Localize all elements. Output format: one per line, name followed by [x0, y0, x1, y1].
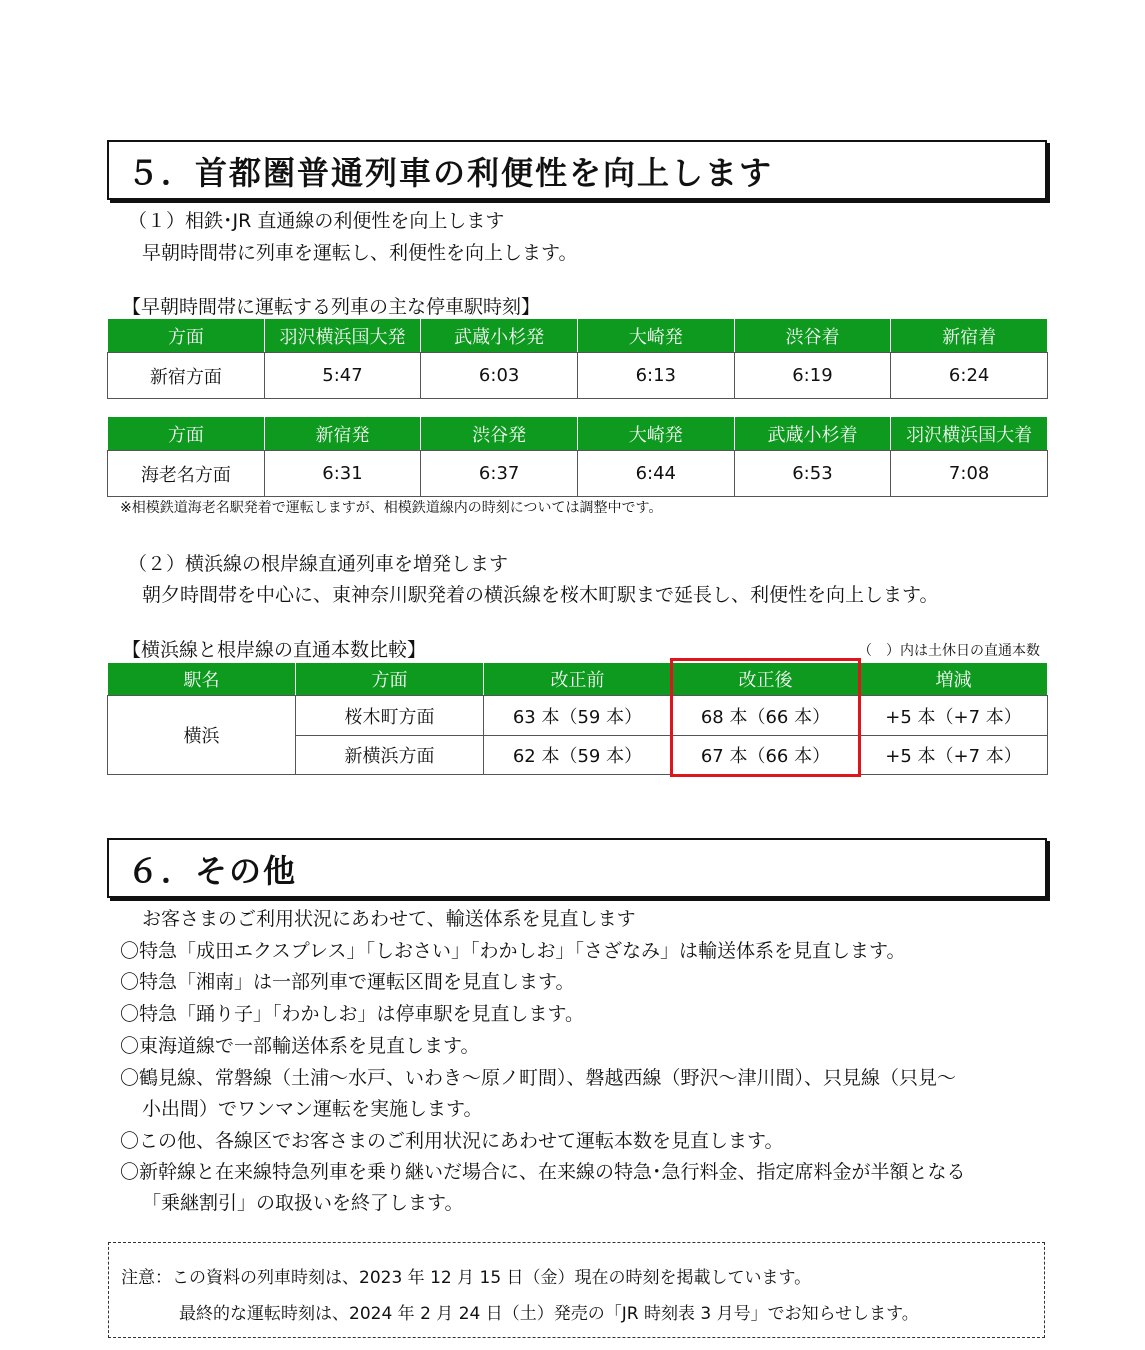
through-service-comparison-table — [107, 662, 1048, 775]
list-item: 〇この他、各線区でお客さまのご利用状況にあわせて運転本数を見直します。 — [120, 1130, 784, 1152]
highlight-box — [670, 658, 861, 777]
table-row — [108, 451, 1048, 497]
table-cell: 新宿方面 — [108, 353, 265, 399]
table-cell: 7:08 — [891, 451, 1048, 497]
header-cell: 改正前 — [484, 663, 672, 696]
sub1-heading: （１）相鉄･JR 直通線の利便性を向上します — [128, 210, 505, 232]
table-cell: 桜木町方面 — [296, 696, 484, 736]
table-cell: 新横浜方面 — [296, 736, 484, 775]
table-row — [108, 353, 1048, 399]
notice-line-1: 注意：この資料の列車時刻は、2023 年 12 月 15 日（金）現在の時刻を掲載しています。 — [121, 1268, 812, 1288]
header-cell: 方面 — [108, 319, 265, 353]
list-item-continuation: 小出間）でワンマン運転を実施します。 — [142, 1098, 483, 1120]
table1-caption: 【早朝時間帯に運転する列車の主な停車駅時刻】 — [122, 296, 541, 318]
header-cell: 羽沢横浜国大発 — [264, 319, 421, 353]
notice-box — [108, 1242, 1045, 1338]
header-cell: 駅名 — [108, 663, 296, 696]
section-6-intro: お客さまのご利用状況にあわせて、輸送体系を見直します — [142, 908, 636, 930]
table-cell: 6:44 — [577, 451, 734, 497]
table-cell: 62 本（59 本） — [484, 736, 672, 775]
header-cell: 新宿発 — [264, 417, 421, 451]
table-cell: 67 本（66 本） — [672, 736, 860, 775]
table-cell: 6:19 — [734, 353, 891, 399]
list-item: 〇特急「成田エクスプレス」「しおさい」「わかしお」「さざなみ」は輸送体系を見直します。 — [120, 940, 906, 962]
list-item: 〇東海道線で一部輸送体系を見直します。 — [120, 1035, 480, 1057]
header-cell: 新宿着 — [891, 319, 1048, 353]
table-cell: 68 本（66 本） — [672, 696, 860, 736]
section-5-heading-box — [107, 140, 1047, 200]
list-item: 〇特急「湘南」は一部列車で運転区間を見直します。 — [120, 971, 575, 993]
table-cell: +5 本（+7 本） — [860, 736, 1048, 775]
station-cell: 横浜 — [108, 696, 296, 775]
sub2-heading: （２）横浜線の根岸線直通列車を増発します — [128, 553, 509, 575]
list-item: 〇特急「踊り子」「わかしお」は停車駅を見直します。 — [120, 1003, 584, 1025]
header-cell: 大崎発 — [577, 417, 734, 451]
table-cell: 6:03 — [421, 353, 578, 399]
header-cell: 渋谷発 — [421, 417, 578, 451]
header-cell: 方面 — [296, 663, 484, 696]
header-cell: 増減 — [860, 663, 1048, 696]
sub1-body: 早朝時間帯に列車を運転し、利便性を向上します。 — [142, 242, 578, 264]
table-row — [108, 696, 1048, 736]
header-cell: 武蔵小杉発 — [421, 319, 578, 353]
sub2-body: 朝夕時間帯を中心に、東神奈川駅発着の横浜線を桜木町駅まで延長し、利便性を向上します。 — [142, 584, 939, 606]
header-cell: 羽沢横浜国大着 — [891, 417, 1048, 451]
table-cell: 6:31 — [264, 451, 421, 497]
table3-caption: 【横浜線と根岸線の直通本数比較】 — [122, 639, 427, 661]
early-morning-table-shinjuku — [107, 318, 1048, 399]
notice-line-2: 最終的な運転時刻は、2024 年 2 月 24 日（土）発売の「JR 時刻表 3 月号」でお知らせします。 — [179, 1304, 919, 1324]
table-footnote: ※相模鉄道海老名駅発着で運転しますが、相模鉄道線内の時刻については調整中です。 — [120, 500, 663, 516]
header-cell: 渋谷着 — [734, 319, 891, 353]
header-cell: 武蔵小杉着 — [734, 417, 891, 451]
early-morning-table-ebina — [107, 416, 1048, 497]
list-item: 〇新幹線と在来線特急列車を乗り継いだ場合に、在来線の特急･急行料金、指定席料金が半額となる — [120, 1161, 966, 1183]
section-6-title: ６．その他 — [127, 852, 298, 890]
header-cell: 改正後 — [672, 663, 860, 696]
table-cell: 6:53 — [734, 451, 891, 497]
section-5-title: ５．首都圏普通列車の利便性を向上します — [127, 154, 774, 192]
list-item: 〇鶴見線、常磐線（土浦～水戸、いわき～原ノ町間）、磐越西線（野沢～津川間）、只見線（只見～ — [120, 1067, 957, 1089]
table-cell: 6:24 — [891, 353, 1048, 399]
table-cell: 海老名方面 — [108, 451, 265, 497]
header-cell: 方面 — [108, 417, 265, 451]
list-item-continuation: 「乗継割引」の取扱いを終了します。 — [142, 1192, 464, 1214]
header-cell: 大崎発 — [577, 319, 734, 353]
table-cell: 6:13 — [577, 353, 734, 399]
table-cell: 63 本（59 本） — [484, 696, 672, 736]
table-cell: +5 本（+7 本） — [860, 696, 1048, 736]
table-cell: 5:47 — [264, 353, 421, 399]
table-cell: 6:37 — [421, 451, 578, 497]
table3-note: （ ）内は土休日の直通本数 — [858, 643, 1040, 659]
section-6-heading-box — [107, 838, 1047, 898]
